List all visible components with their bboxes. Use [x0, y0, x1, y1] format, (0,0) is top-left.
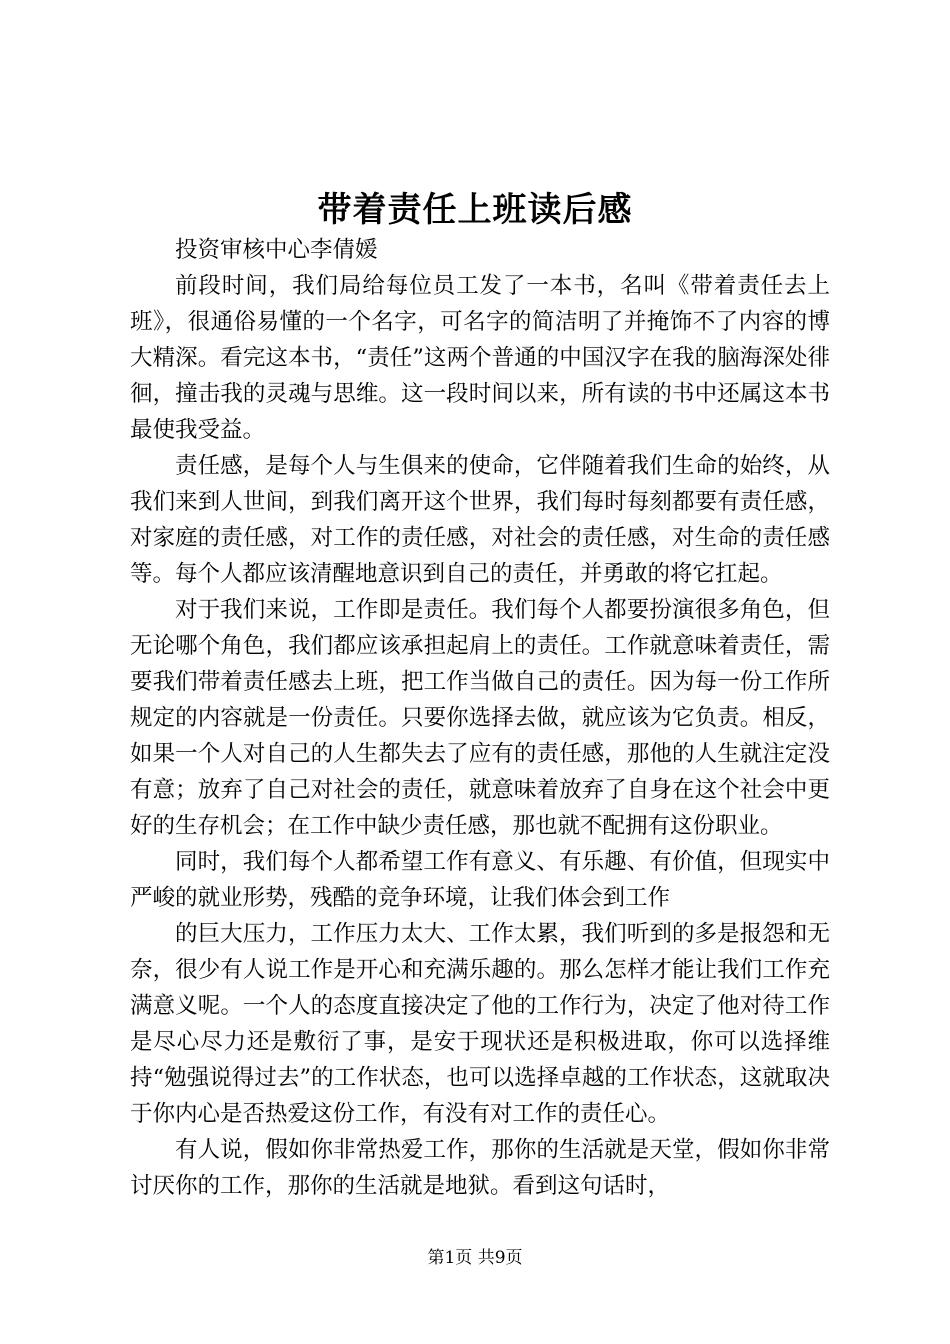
- paragraph: 的巨大压力，工作压力太大、工作太累，我们听到的多是报怨和无奈，很少有人说工作是开心和充满乐趣的。那么怎样才能让我们工作充满意义呢。一个人的态度直接决定了他的工作行为，决定了他对待工作是尽心尽力还是敷衍了事，是安于现状还是积极进取，你可以选择维持“勉强说得过去”的工作状态，也可以选择卓越的工作状态，这就取决于你内心是否热爱这份工作，有没有对工作的责任心。: [130, 921, 830, 1127]
- author-line: 投资审核中心李倩媛: [175, 237, 378, 263]
- document-title: 带着责任上班读后感: [317, 190, 633, 230]
- page-number-footer: 第1页 共9页: [427, 1248, 523, 1268]
- paragraph: 责任感，是每个人与生俱来的使命，它伴随着我们生命的始终，从我们来到人世间，到我们离开这个世界，我们每时每刻都要有责任感，对家庭的责任感，对工作的责任感，对社会的责任感，对生命的责任感等。每个人都应该清醒地意识到自己的责任，并勇敢的将它扛起。: [130, 453, 830, 587]
- document-body: [130, 232, 830, 1204]
- paragraph: 同时，我们每个人都希望工作有意义、有乐趣、有价值，但现实中严峻的就业形势，残酷的竞争环境，让我们体会到工作: [130, 849, 830, 911]
- paragraph: 有人说，假如你非常热爱工作，那你的生活就是天堂，假如你非常讨厌你的工作，那你的生活就是地狱。看到这句话时，: [130, 1137, 830, 1199]
- paragraph: 前段时间，我们局给每位员工发了一本书，名叫《带着责任去上班》，很通俗易懂的一个名字，可名字的简洁明了并掩饰不了内容的博大精深。看完这本书，“责任”这两个普通的中国汉字在我的脑海深处徘徊，撞击我的灵魂与思维。这一段时间以来，所有读的书中还属这本书最使我受益。: [130, 273, 830, 443]
- paragraph: 对于我们来说，工作即是责任。我们每个人都要扮演很多角色，但无论哪个角色，我们都应该承担起肩上的责任。工作就意味着责任，需要我们带着责任感去上班，把工作当做自己的责任。因为每一份工作所规定的内容就是一份责任。只要你选择去做，就应该为它负责。相反，如果一个人对自己的人生都失去了应有的责任感，那他的人生就注定没有意；放弃了自己对社会的责任，就意味着放弃了自身在这个社会中更好的生存机会；在工作中缺少责任感，那也就不配拥有这份职业。: [130, 597, 830, 839]
